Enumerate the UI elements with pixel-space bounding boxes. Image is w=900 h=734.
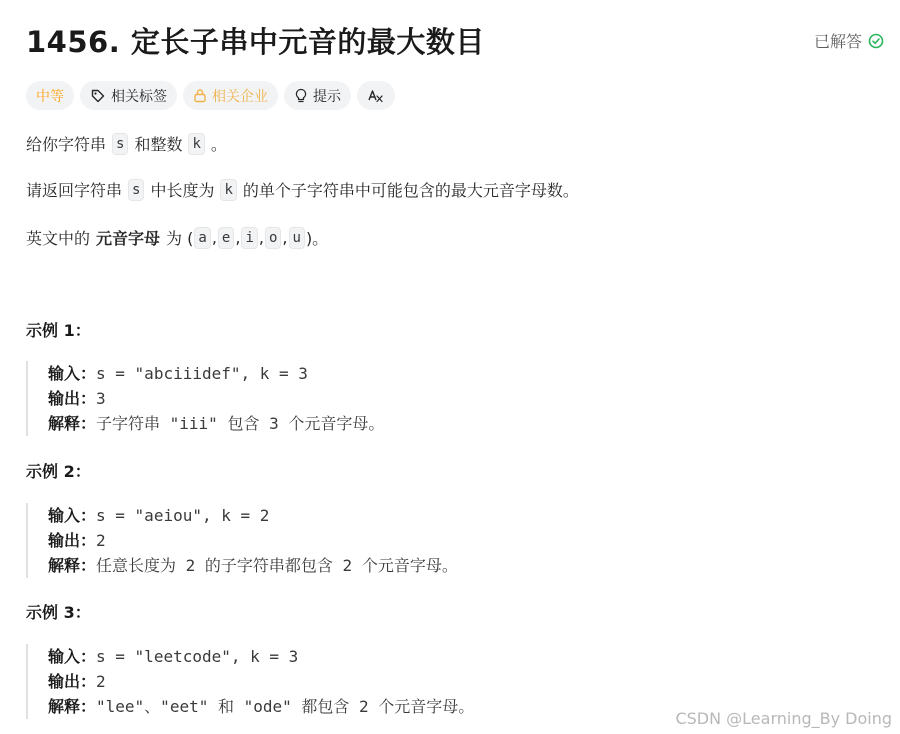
code-s: s [112,133,128,155]
example-1-title: 示例 1： [26,321,91,340]
translate-button[interactable] [357,81,395,110]
description-p1: 给你字符串 s 和整数 k 。 [26,132,227,155]
code-vowel: u [289,227,305,249]
lock-icon [193,88,207,103]
example-input: 输入： s = "abciiidef", k = 3 [48,364,308,383]
difficulty-label: 中等 [36,88,64,105]
example-input: 输入： s = "aeiou", k = 2 [48,506,270,525]
problem-title: 1456. 定长子串中元音的最大数目 [26,25,485,59]
description-p2: 请返回字符串 s 中长度为 k 的单个子字符串中可能包含的最大元音字母数。 [26,178,579,201]
example-explanation: 解释： 子字符串 "iii" 包含 3 个元音字母。 [48,414,385,433]
related-tags-label: 相关标签 [111,88,167,105]
example-output: 输出： 3 [48,389,106,408]
example-3-block [26,644,474,719]
example-3-title: 示例 3： [26,603,91,622]
vowel-term: 元音字母 [96,229,161,248]
translate-icon [367,88,385,104]
code-k: k [220,179,236,201]
example-2-block [26,503,458,578]
code-vowel: i [241,227,257,249]
related-companies-button[interactable] [183,81,278,110]
tag-icon [90,88,106,104]
code-vowel: e [218,227,234,249]
difficulty-badge[interactable] [26,81,74,110]
related-tags-button[interactable] [80,81,177,110]
watermark: CSDN @Learning_By Doing [675,709,892,728]
example-output: 输出： 2 [48,531,106,550]
example-explanation: 解释： "lee"、"eet" 和 "ode" 都包含 2 个元音字母。 [48,697,475,716]
code-vowel: a [194,227,210,249]
code-s: s [128,179,144,201]
example-explanation: 解释： 任意长度为 2 的子字符串都包含 2 个元音字母。 [48,556,458,575]
description-p3: 英文中的 元音字母 为 ( a , e , i , o , u )。 [26,228,329,248]
solved-label: 已解答 [813,32,862,51]
example-output: 输出： 2 [48,672,106,691]
check-circle-icon [868,33,884,49]
code-k: k [188,133,204,155]
example-1-block [26,361,384,436]
related-companies-label: 相关企业 [212,88,268,105]
solved-status[interactable] [814,29,884,52]
lightbulb-icon [294,88,308,104]
code-vowel: o [265,227,281,249]
example-input: 输入： s = "leetcode", k = 3 [48,647,299,666]
tag-bar [26,81,395,110]
hint-button[interactable] [284,81,351,110]
hint-label: 提示 [313,88,341,105]
example-2-title: 示例 2： [26,462,91,481]
